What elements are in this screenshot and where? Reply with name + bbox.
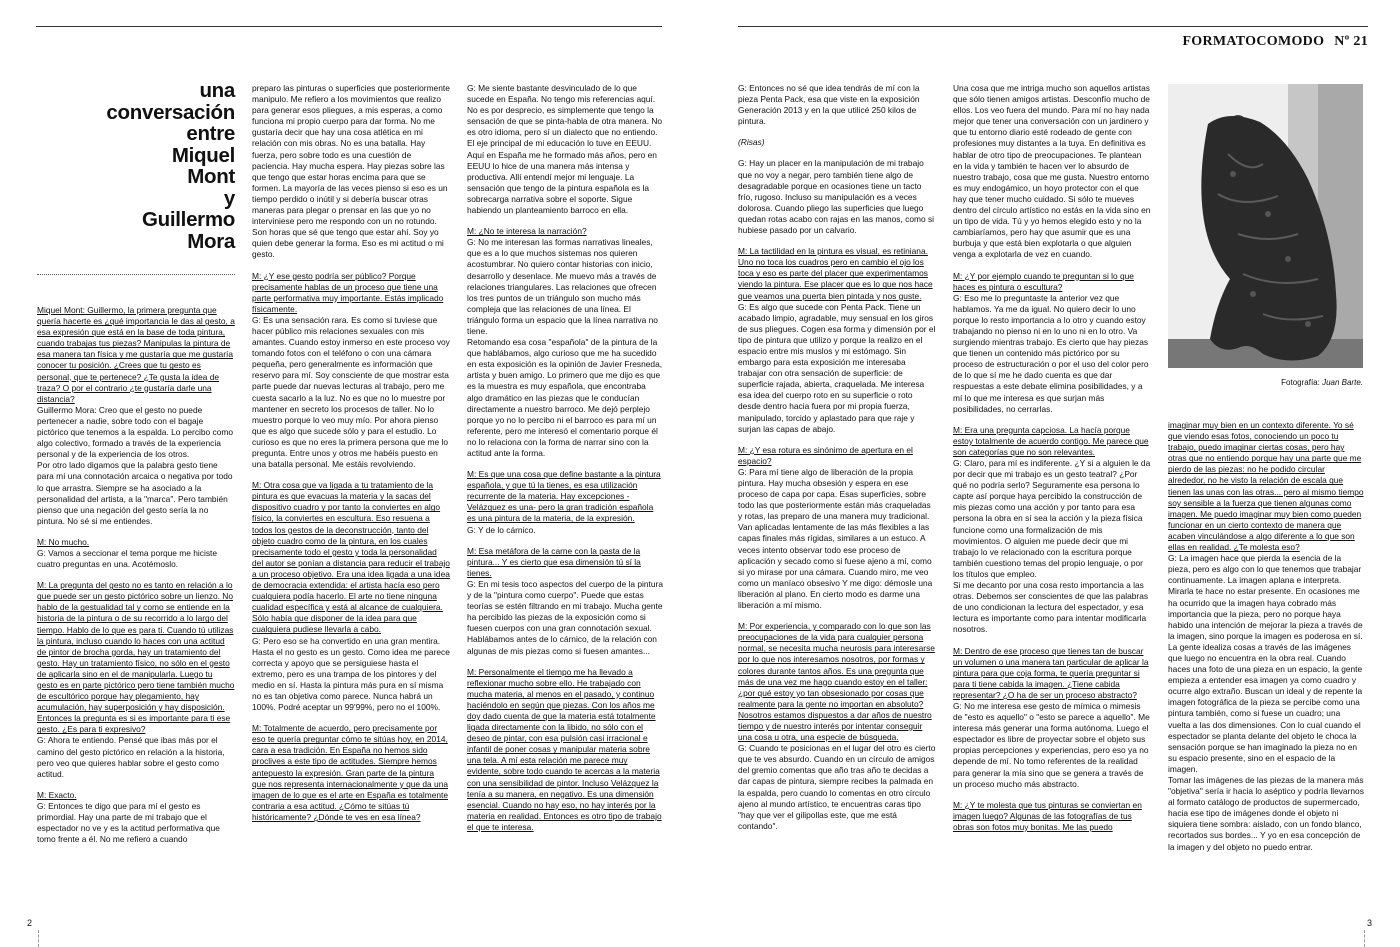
text-column-3	[467, 83, 663, 843]
paragraph: G: La imagen hace que pierda la esencia de la pieza, pero es algo con lo que tenemos que trabajar continuamente. La imagen aplana e interpreta. Mirarla te hace no estar presente. En ocasiones me ha ocurrido que la imagen haya cobrado más importancia que la pieza, pero no porque haya habido una intención de mejorar la pieza a través de la imagen, sino porque la imagen es poderosa en sí.	[1168, 553, 1363, 641]
title-line: conversación	[106, 100, 235, 124]
text-column-6	[1168, 420, 1364, 863]
issue-number: Nº 21	[1334, 34, 1368, 49]
text-column-4	[738, 83, 936, 842]
caption-label: Fotografía:	[1281, 378, 1320, 387]
paragraph: G: En mi tesis toco aspectos del cuerpo de la pintura y de la "pintura como cuerpo". Puede que estas teorías se estén filtrando en mi trabajo. Mucha gente ha percibido las piezas de la exposición como si fuesen cuerpos con una gran connotación sexual. Hablábamos antes de lo cárnico, de la relación con algunas de mis piezas como si fuesen amantes...	[467, 578, 663, 656]
paragraph: (Risas)	[738, 137, 765, 148]
paragraph: M: ¿Y por ejemplo cuando te preguntan si lo que haces es pintura o escultura?	[953, 270, 1134, 292]
paragraph: La gente idealiza cosas a través de las imágenes que luego no encuentra en la obra real. Cuando haces una foto de una pieza en un espacio, la gente empieza a entender esa imagen ya como cuadro y ocurre algo extraño. Buscan un ideal y de repente la imagen fotográfica de la pieza se percibe como una pintura también, como si fuese un cuadro; una vuelta a las dos dimensiones. Con lo cual cuando el espectador se planta delante del objeto le choca la sensación porque se han imaginado la pieza no en su espacio presente, sino en el espacio de la imagen.	[1168, 641, 1363, 774]
paragraph: M: Dentro de ese proceso que tienes tan de buscar un volumen o una manera tan particular de aplicar la pintura para que coja forma, te quería preguntar si para ti tiene cabida la imagen. ¿Tiene cabida representar? ¿O ha de ser un proceso abstracto?	[953, 645, 1149, 700]
paragraph: M: ¿Y te molesta que tus pinturas se conviertan en imagen luego? Algunas de las fotografías de tus obras son fotos muy bonitas. Me las puedo	[953, 799, 1142, 832]
paragraph: M: Otra cosa que va ligada a tu tratamiento de la pintura es que evacuas la materia y la sacas del dispositivo cuadro y por tanto la conviertes en algo físico, la conviertes en escultura. Eso resuena a todos los gestos de la deconstrucción, tanto del objeto cuadro como de la pintura, en los cuales precisamente todo el gesto y toda la personalidad del autor se ponían a distancia para reducir el trabajo a un proceso objetivo. Era una idea ligada a una idea de democracia extendida: el artista hacía eso pero cualquiera podía hacerlo. El arte no tiene ninguna cualidad específica y está al alcance de cualquiera. Sólo había que disponer de la idea para que cualquiera pudiese llevarla a cabo.	[252, 480, 450, 635]
paragraph: Miquel Mont: Guillermo, la primera pregunta que quería hacerte es ¿qué importancia le das al gesto, a esa expresión que está en la base de toda pintura, cuando trabajas tus piezas? Manipulas la pintura de esa manera tan física y me gustaría que me gustaría conocer tu posición. ¿Crees que tu gesto es personal, que te pertenece? ¿Te gusta la idea de traza? O por el contrario ¿te gustaría darle una distancia?	[37, 305, 235, 404]
paragraph: Guillermo Mora: Creo que el gesto no puede pertenecer a nadie, sobre todo con el bagaje pictórico que tenemos a la espalda. Lo percibo como algo colectivo, formado a través de la experiencia personal y de la experiencia de los otros.	[37, 404, 233, 460]
paragraph: G: Vamos a seccionar el tema porque me hiciste cuatro preguntas en una. Acotémoslo.	[37, 547, 217, 570]
title-line: una	[199, 79, 235, 102]
paragraph: G: Y de lo cárnico.	[467, 524, 536, 535]
paragraph: G: Me siente bastante desvinculado de lo que sucede en España. No tengo mis referencias aquí. No es por desprecio, es simplemente que tengo la sensación de que se pinta-habla de otra manera. No es otro idioma, pero sí un dialecto que no entiendo. El eje principal de mi educación lo tuve en EEUU. Aquí en España me he formado más años, pero en EEUU lo hice de una manera más intensa y productiva. Allí entendí mejor mi lenguaje. La sensación que tengo de la pintura española es la sobrecarga narrativa sobre el soporte. Sigue habiendo un planteamiento barroco en ella.	[467, 83, 663, 216]
paragraph: G: Es una sensación rara. Es como si tuviese que hacer público mis relaciones sexuales con mis amantes. Cuando estoy inmerso en este proceso voy tomando fotos con el teléfono o con una cámara pequeña, pero generalmente es información que reservo para mí. Soy consciente de que mostrar esta parte puede dar nuevas lecturas al trabajo, pero me cuesta sacarlo a la luz. No es que no lo muestre por mantener en secreto los procesos de taller. No lo muestro porque lo veo muy mío. Por ahora pienso que es algo que sucede sólo y para el estudio. Lo curioso es que no eres la primera persona que me lo pregunta. Entre unos y otros me habéis puesto en una batalla personal. Me estáis revolviendo.	[252, 314, 450, 470]
artist-photo-drawing	[1168, 84, 1363, 368]
paragraph: M: La pregunta del gesto no es tanto en relación a lo que puede ser un gesto pictórico sobre un lienzo. No hablo de la gestualidad tal y como se entiende en la historia de la pintura o de su recorrido a lo largo del tiempo. Hablo de lo que es para ti. Cuando tú utilizas la pintura, incluso cuando lo haces con una actitud de pintor de brocha gorda, hay un tratamiento del gesto. Hay un tratamiento físico, no sólo en el gesto de aplicarla sino en el de manipularla. Luego tu gesto es en parte pictórico pero tiene también mucho de escultórico porque hay plegamiento, hay acumulación, hay superposición y hay disposición. Entonces la pregunta es si es importante para ti ese gesto. ¿Es para ti expresivo?	[37, 580, 235, 735]
paragraph: M: Por experiencia, y comparado con lo que son las preocupaciones de la vida para cualquier persona normal, se necesita mucha neurosis para interesarse por lo que nos interesamos nosotros, por formas y colores durante tantos años. Es una pregunta que más de una vez me hago cuando estoy en el taller: ¿por qué estoy yo tan obsesionado por cosas que realmente para la gente no importan en absoluto? Nosotros estamos dispuestos a dar años de nuestro tiempo y de nuestro interés por intentar conseguir una cosa u otra, una especie de búsqueda.	[738, 621, 935, 743]
paragraph: M: ¿Y esa rotura es sinónimo de apertura en el espacio?	[738, 444, 913, 466]
top-rule-left	[36, 26, 662, 27]
paragraph: G: Ahora te entiendo. Pensé que ibas más por el camino del gesto pictórico en relación a la historia, pero veo que quieres hablar sobre el gesto como actitud.	[37, 735, 225, 779]
paragraph: G: Hay un placer en la manipulación de mi trabajo que no voy a negar, pero también tiene algo de desagradable porque en ocasiones tiene un tacto frío, rugoso. Incluso su manipulación es a veces dolorosa. Cuando pliego las superficies que luego quedan rotas acabo con rajas en las manos, como si hubiese pasado por un calvario.	[738, 158, 934, 236]
photo-caption	[1168, 378, 1363, 387]
caption-author: Juan Barte.	[1322, 378, 1363, 387]
paragraph: G: Eso me lo preguntaste la anterior vez que hablamos. Ya me da igual. No quiero decir lo uno porque lo resto importancia a lo otro y cuando estoy trabajando no pienso ni en lo uno ni en lo otro. Va surgiendo mientras trabajo. Es cierto que hay piezas que tienen un contenido más pictórico por su proceso de estructuración o por el uso del color pero de lo que sí me he dado cuenta es que dar respuestas a este debate elimina posibilidades, y a mí lo que me interesa es que surjan más posibilidades, no cerrarlas.	[953, 292, 1149, 414]
paragraph: G: Entonces te digo que para mí el gesto es primordial. Hay una parte de mi trabajo que el espectador no ve y es la actitud performativa que tomo frente a él. No me refiero a cuando	[37, 800, 220, 845]
paragraph: Tomar las imágenes de las piezas de la manera más "objetiva" sería ir hacia lo aséptico y podría llevarnos al formato catálogo de productos de supermercado, hacia ese tipo de imágenes donde el objeto ni siquiera tiene sombra: aislado, con un fondo blanco, recortados sus bordes... Y yo en esa concepción de la imagen y del objeto no puedo entrar.	[1168, 775, 1364, 852]
title-line: Miquel	[171, 143, 235, 167]
text-column-5	[953, 83, 1151, 843]
artist-photo	[1168, 84, 1363, 368]
paragraph: G: Pero eso se ha convertido en una gran mentira. Hasta el no gesto es un gesto. Como idea me parece correcta y apoyo que se persiguiese hasta el extremo, pero es una trampa de los pintores y del medio en sí. Hasta la pintura más pura en sí misma no es tan objetiva como parece. Nunca habrá un 100%. Podré aceptar un 99'99%, pero no el 100%.	[252, 635, 450, 713]
text-column-2	[252, 83, 450, 833]
top-rule-right	[738, 26, 1368, 27]
paragraph: Una cosa que me intriga mucho son aquellos artistas que sólo tienen amigos artistas. Desconfío mucho de ellos. Los veo fuera del mundo. Para mí no hay nada mejor que tener una conversación con un jardinero y que tu entorno diario esté rodeado de gente con profesiones muy distantes a la tuya. En definitiva es hablar de otro tipo de preocupaciones. Te plantean en la vida y también te hacen ver lo absurdo de nuestro trabajo, cosa que me gusta. Nuestro entorno es muy endogámico, un hoyo protector con el que hay que tener mucho cuidado. Si sólo te mueves dentro del círculo artístico no estás en la vida sino en un tipo de vida. Tú y yo hemos elegido esto y no la cambiaríamos, pero hay que asumir que es una burbuja y que está bien explotarla o que alguien venga a explotarla de vez en cuando.	[953, 83, 1151, 260]
title-divider	[37, 274, 235, 275]
paragraph: M: La tactilidad en la pintura es visual, es retiniana. Uno no toca los cuadros pero en cambio el ojo los toca y eso es parte del placer que experimentamos viendo la pintura. Ese placer que es lo que nos hace que veamos una puerta bien pintada y nos guste.	[738, 246, 933, 301]
paragraph: G: Cuando te posicionas en el lugar del otro es cierto que te ves absurdo. Cuando en un círculo de amigos del gremio comentas que año tras año te decidas a dar capas de pintura, siempre recibes la palmada en la espalda, pero cuando lo comentas en otro círculo ajeno al mundo artístico, te encuentras caras tipo "hay que ver el gilipollas este, que me está contando".	[738, 743, 936, 831]
title-line: Mora	[187, 229, 235, 253]
text-column-1	[37, 305, 235, 855]
paragraph: G: No me interesan las formas narrativas lineales, que es a lo que muchos sistemas nos quieren acostumbrar. No quiero contar historias con inicio, desarrollo y desenlace. Me muevo más a través de relaciones triangulares. Las relaciones que ofrecen los tres puntos de un triángulo son mucho más compleja que las relaciones de una línea. El triángulo forma un espacio que la línea narrativa no tiene.	[467, 237, 658, 336]
paragraph: Por otro lado digamos que la palabra gesto tiene para mí una connotación arcaica o negativa por todo lo que arrastra. Siempre se ha asociado a la personalidad del artista, a la "marca". Pero también pienso que una negación del gesto sería la no pintura. No sé si me entiendes.	[37, 460, 233, 526]
right-margin-line	[1364, 930, 1365, 947]
paragraph: M: Personalmente el tiempo me ha llevado a reflexionar mucho sobre ello. He trabajado con mucha materia, al menos en el pasado, y continuo haciéndolo en según que piezas. Con los años me doy dado cuenta de que la materia está totalmente ligada directamente con la libido, no sólo con el deseo de pintar, con esa pulsión casi irracional e infantil de poner cosas y manipular materia sobre una tela. A mí esta relación me parece muy evidente, sobre todo cuando te acercas a la materia con una sensibilidad de pintor. Incluso Velázquez la tenía a su manera, en negativo. Es una dimensión esencial. Cuando no hay eso, no hay interés por la materia en realidad. Entonces es otro tipo de trabajo el que te interesa.	[467, 666, 662, 832]
paragraph: G: Claro, para mí es indiferente. ¿Y si a alguien le da por decir que mi trabajo es un gesto teatral? ¿Por qué no podría serlo? Seguramente esa persona lo capte así porque haya percibido la construcción de mis piezas como una acción y por tanto para esa persona la obra en sí sea la acción y la pieza física funcione como una formalización de mis movimientos. O alguien me puede decir que mi trabajo lo ve relacionado con la escritura porque también cuestiono temas del propio lenguaje, o por los títulos que empleo.	[953, 458, 1151, 579]
left-margin-line	[38, 930, 39, 947]
paragraph: G: Es algo que sucede con Penta Pack. Tiene un acabado limpio, agradable, muy sensual en los giros de sus pliegues. Cogen esa forma y dimensión por el tipo de pintura que utilizo y porque la realizo en el espacio entre mis muslos y mi estómago. Sin embargo para esta exposición me interesaba trabajar con otra sensación de superficie: de superficie rajada, abierta, craquelada. Me interesa esa idea del cuerpo roto en su superficie o roto desde dentro hacia fuera por mi propia fuerza, manipulado, torcido y aplastado para que raje y surjan las capas de abajo.	[738, 301, 936, 434]
title-line: y	[223, 186, 235, 210]
title-line: Mont	[187, 165, 235, 188]
paragraph: G: Para mí tiene algo de liberación de la propia pintura. Hay mucha obsesión y espera en ese proceso de capa por capa. Esas superficies, sobre todo las que posteriormente están más craqueladas y rotas, las preparo de una manera muy tradicional. Van aplicadas lentamente de las más flexibles a las capas finales más rígidas, similares a un estuco. A veces intento observar todo ese proceso de aplicación y secado como si fuese ajeno a mí, como si yo mirase por una cámara. Cuando miro, me veo como un maníaco obsesivo Y me digo: démosle una liberación al plano. En cierto modo es darme una liberación a mí mismo.	[738, 466, 933, 611]
magazine-name: FORMATOCOMODO	[1182, 34, 1325, 49]
paragraph: G: Entonces no sé que idea tendrás de mí con la pieza Penta Pack, esa que viste en la exposición Generación 2013 y en la que utilicé 250 kilos de pintura.	[738, 83, 920, 127]
paragraph: M: Totalmente de acuerdo, pero precisamente por eso te quería preguntar cómo te sitúas hoy, en 2014, cara a esa tradición. En España no hemos sido proclives a este tipo de actitudes. Siempre hemos antepuesto la expresión. Gran parte de la pintura que nos representa internacionalmente y que da una imagen de lo que es el arte en España es totalmente contraria a esa actitud. ¿Cómo te sitúas tú históricamente? ¿Dónde te ves en esa línea?	[252, 723, 449, 822]
title-line: entre	[186, 122, 235, 145]
paragraph: G: No me interesa ese gesto de mímica o mimesis de "esto es aquello" o "esto se parece a aquello". Me interesa más generar una forma autónoma. Luego el espectador es libre de proyectar sobre el objeto sus propias percepciones y experiencias, pero eso ya no depende de mí. No tomo referentes de la realidad para generar la mía sino que se genera a través de un proceso mucho más abstracto.	[953, 700, 1150, 789]
paragraph: Si me decanto por una cosa resto importancia a las otras. Debemos ser conscientes de que las palabras de uno condicionan la lectura del espectador, y esa lectura es importante como para intentar modificarla nosotros.	[953, 580, 1149, 635]
paragraph: M: No mucho.	[37, 536, 90, 547]
masthead	[1182, 34, 1368, 50]
article-title	[90, 80, 235, 252]
page-number-right: 3	[1367, 918, 1373, 928]
paragraph: M: Esa metáfora de la carne con la pasta de la pintura... Y es cierto que esa dimensión tú sí la tienes.	[467, 545, 641, 578]
paragraph: preparo las pinturas o superficies que posteriormente manipulo. Me refiero a los movimientos que realizo para generar esos pliegues, a mis esperas, a como funciona mi propio cuerpo para dar forma. No me gustaría decir que hay una cosa atlética en mi relación con mis obras. No es una batalla. Hay fuerza, pero sobre todo es una cuestión de paciencia. Hay mucha espera. Hay piezas sobre las que tengo que estar horas encima para que se formen. La mayoría de las veces pienso si eso es un tiempo perdido o inútil y si debería buscar otras maneras para plegar o prensar en las que yo no interviniese pero me respondo con un no rotundo. Son horas que sé que tengo que estar ahí. Soy yo quien debe generar la forma. Eso es mi actitud o mi gesto.	[252, 83, 450, 260]
paragraph: M: Es que una cosa que define bastante a la pintura española, y que tú la tienes, es esa utilización recurrente de la materia. Hay excepciones -Velázquez es una- pero la gran tradición española es una pintura de la materia, de la expresión.	[467, 469, 661, 524]
paragraph: M: ¿No te interesa la narración?	[467, 226, 587, 237]
paragraph: imaginar muy bien en un contexto diferente. Yo sé que viendo esas fotos, conociendo un poco tu trabajo, puedo imaginar ciertas cosas, pero hay otras que no entiendo porque hay una parte que me pierdo de las piezas: no he podido circular alrededor, no he visto la relación de escala que tienen las unas con las otras... pero al mismo tiempo soy sensible a la fuerza que tienen algunas como imagen. Me puedo imaginar muy bien como pueden funcionar en un cierto contexto de manera que acaben vinculándose a algo diferente a lo que son ellas en realidad. ¿Te molesta eso?	[1168, 420, 1364, 553]
paragraph: M: ¿Y ese gesto podría ser público? Porque precisamente hablas de un proceso que tiene una parte performativa muy importante. Estás implicado físicamente.	[252, 270, 444, 314]
paragraph: M: Era una pregunta capciosa. La hacía porque estoy totalmente de acuerdo contigo. Me parece que son categorías que no son relevantes.	[953, 424, 1149, 457]
title-line: Guillermo	[142, 208, 235, 231]
paragraph: M: Exacto.	[37, 789, 77, 800]
paragraph: Retomando esa cosa "española" de la pintura de la que hablábamos, algo curioso que me ha sucedido en esta exposición es la opinión de Javier Fresneda, artista y buen amigo. Lo primero que me dijo es que es la muestra es muy española, que encontraba algo dramático en las piezas que le conducían directamente a nuestro barroco. Me dejó perplejo porque yo no lo percibo ni el barroco es para mí un referente, pero me interesó el comentario porque él no lo relaciona con la forma de narrar sino con la actitud ante la forma.	[467, 337, 663, 458]
page-number-left: 2	[27, 918, 33, 928]
